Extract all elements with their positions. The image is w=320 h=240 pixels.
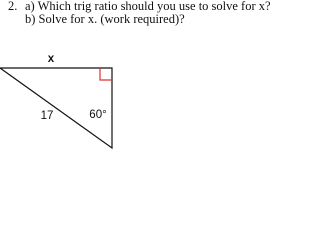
question-part-b: b) Solve for x. (work required)? (25, 12, 185, 26)
hypotenuse-label: 17 (40, 110, 54, 122)
side-x-label: x (47, 53, 55, 65)
right-triangle (0, 68, 112, 148)
right-angle-marker (100, 68, 112, 80)
angle-label: 60° (89, 109, 107, 121)
question-part-a: a) Which trig ratio should you use to solve for x? (25, 0, 271, 13)
question-number: 2. (8, 0, 18, 13)
